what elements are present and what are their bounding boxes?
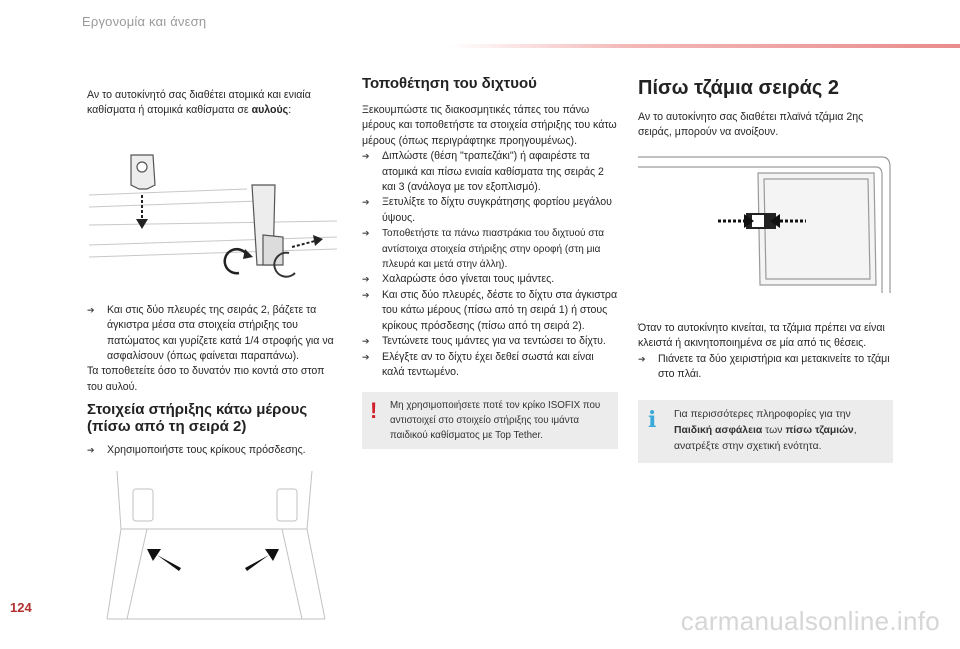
net-step-text: Χαλαρώστε όσο γίνεται τους ιμάντες. (382, 273, 555, 286)
rail-hook-illustration (87, 125, 342, 293)
watermark: carmanualsonline.info (680, 606, 940, 636)
warning-text: Μη χρησιμοποιήσετε ποτέ τον κρίκο ISOFIX που αντιστοιχεί στο στοιχείο στήριξης του ιμάντα παιδικού καθίσματος με Top Tether. (390, 400, 601, 442)
bullet-hooks (87, 303, 342, 365)
info-text-end: , ανατρέξτε στην σχετική ενότητα. (674, 425, 857, 453)
intro-bold: αυλούς (251, 104, 289, 117)
bullet-arrow-icon: ➔ (362, 197, 370, 208)
bullet-arrow-icon: ➔ (362, 228, 370, 239)
net-step-text: Τοποθετήστε τα πάνω πιαστράκια του διχτυού στα αντίστοιχα στοιχεία στήριξης στην οροφή (στη μια πλευρά και μετά στην άλλη). (382, 228, 605, 271)
net-step-text: Τεντώνετε τους ιμάντες για να τεντώσει το δίχτυ. (382, 335, 606, 348)
bullet-arrow-icon: ➔ (362, 289, 370, 300)
bullet-rings (87, 443, 342, 458)
windows-intro: Αν το αυτοκίνητο σας διαθέτει πλαϊνά τζάμια 2ης σειράς, μπορούν να ανοίξουν. (638, 111, 864, 139)
net-heading: Τοποθέτηση του διχτυού (362, 75, 537, 92)
page-number: 124 (10, 600, 32, 615)
net-step (362, 350, 618, 381)
column-right (638, 74, 893, 463)
bullet-arrow-icon: ➔ (362, 351, 370, 362)
net-step (362, 195, 618, 226)
net-step-text: Ξετυλίξτε το δίχτυ συγκράτησης φορτίου μεγάλου ύψους. (382, 196, 612, 224)
bullet-arrow-icon: ➔ (87, 445, 95, 456)
info-bold-child-safety: Παιδική ασφάλεια (674, 425, 763, 437)
intro-end: : (288, 104, 292, 117)
warning-box (362, 392, 618, 449)
header-rule (450, 44, 960, 48)
info-box (638, 400, 893, 463)
note-text: Τα τοποθετείτε όσο το δυνατόν πιο κοντά στο στοπ του αυλού. (87, 365, 325, 393)
info-text: Για περισσότερες πληροφορίες για την (674, 409, 851, 421)
warning-icon: ! (370, 398, 378, 424)
windows-bullet (638, 352, 893, 383)
column-middle (362, 74, 618, 449)
info-bold-rear-windows: πίσω τζαμιών (785, 425, 854, 437)
net-step (362, 334, 618, 349)
net-step-text: Διπλώστε (θέση "τραπεζάκι") ή αφαιρέστε τα ατομικά και πίσω ενιαία καθίσματα της σειράς 2 και 3 (ανάλογα με τον εξοπλισμό). (382, 150, 604, 194)
bullet-arrow-icon: ➔ (638, 353, 646, 364)
bullet-hooks-text: Και στις δύο πλευρές της σειράς 2, βάζετε τα άγκιστρα μέσα στα στοιχεία στήριξης του πατώματος και γυρίζετε κατά 1/4 στροφής για να ασφαλίσουν (όπως φαίνεται παραπάνω). (107, 303, 334, 363)
windows-heading: Πίσω τζάμια σειράς 2 (638, 77, 840, 99)
net-step (362, 226, 618, 272)
net-step (362, 272, 618, 287)
windows-body: Όταν το αυτοκίνητο κινείται, τα τζάμια πρέπει να είναι κλειστά ή ακινητοποιημένα σε μία από τις θέσεις. (638, 321, 885, 350)
bullet-arrow-icon: ➔ (87, 304, 95, 315)
floor-anchor-illustration (87, 469, 342, 629)
intro-text: Αν το αυτοκίνητό σας διαθέτει ατομικά και ενιαία καθίσματα ή ατομικά καθίσματα σε (87, 89, 311, 117)
bullet-arrow-icon: ➔ (362, 274, 370, 285)
bullet-arrow-icon: ➔ (362, 151, 370, 162)
net-step-text: Ελέγξτε αν το δίχτυ έχει δεθεί σωστά και είναι καλά τεντωμένο. (382, 350, 594, 378)
bullet-rings-text: Χρησιμοποιήστε τους κρίκους πρόσδεσης. (107, 444, 306, 457)
sliding-window-illustration (638, 153, 893, 311)
net-step-text: Και στις δύο πλευρές, δέστε το δίχτυ στα άγκιστρα του κάτω μέρους (πίσω από τη σειρά 1) ή στους κρίκους πρόσδεσης (πίσω από τη σειρά 2). (382, 288, 618, 332)
windows-bullet-text: Πιάνετε τα δύο χειριστήρια και μετακινείτε το τζάμι στο πλάι. (658, 352, 890, 381)
lower-anchor-heading: Στοιχεία στήριξης κάτω μέρους (πίσω από τη σειρά 2) (87, 401, 308, 436)
bullet-arrow-icon: ➔ (362, 336, 370, 347)
net-step (362, 149, 618, 195)
info-icon: i (648, 407, 657, 434)
net-intro: Ξεκουμπώστε τις διακοσμητικές τάπες του πάνω μέρους και τοποθετήστε τα στοιχεία στήριξης του κάτω μέρους (όπως περιγράφτηκε προηγουμένως). (362, 104, 617, 147)
net-step (362, 288, 618, 334)
intro-paragraph (87, 88, 342, 119)
column-left (87, 88, 342, 629)
info-text-mid: των (762, 425, 786, 437)
section-title: Εργονομία και άνεση (82, 14, 207, 29)
